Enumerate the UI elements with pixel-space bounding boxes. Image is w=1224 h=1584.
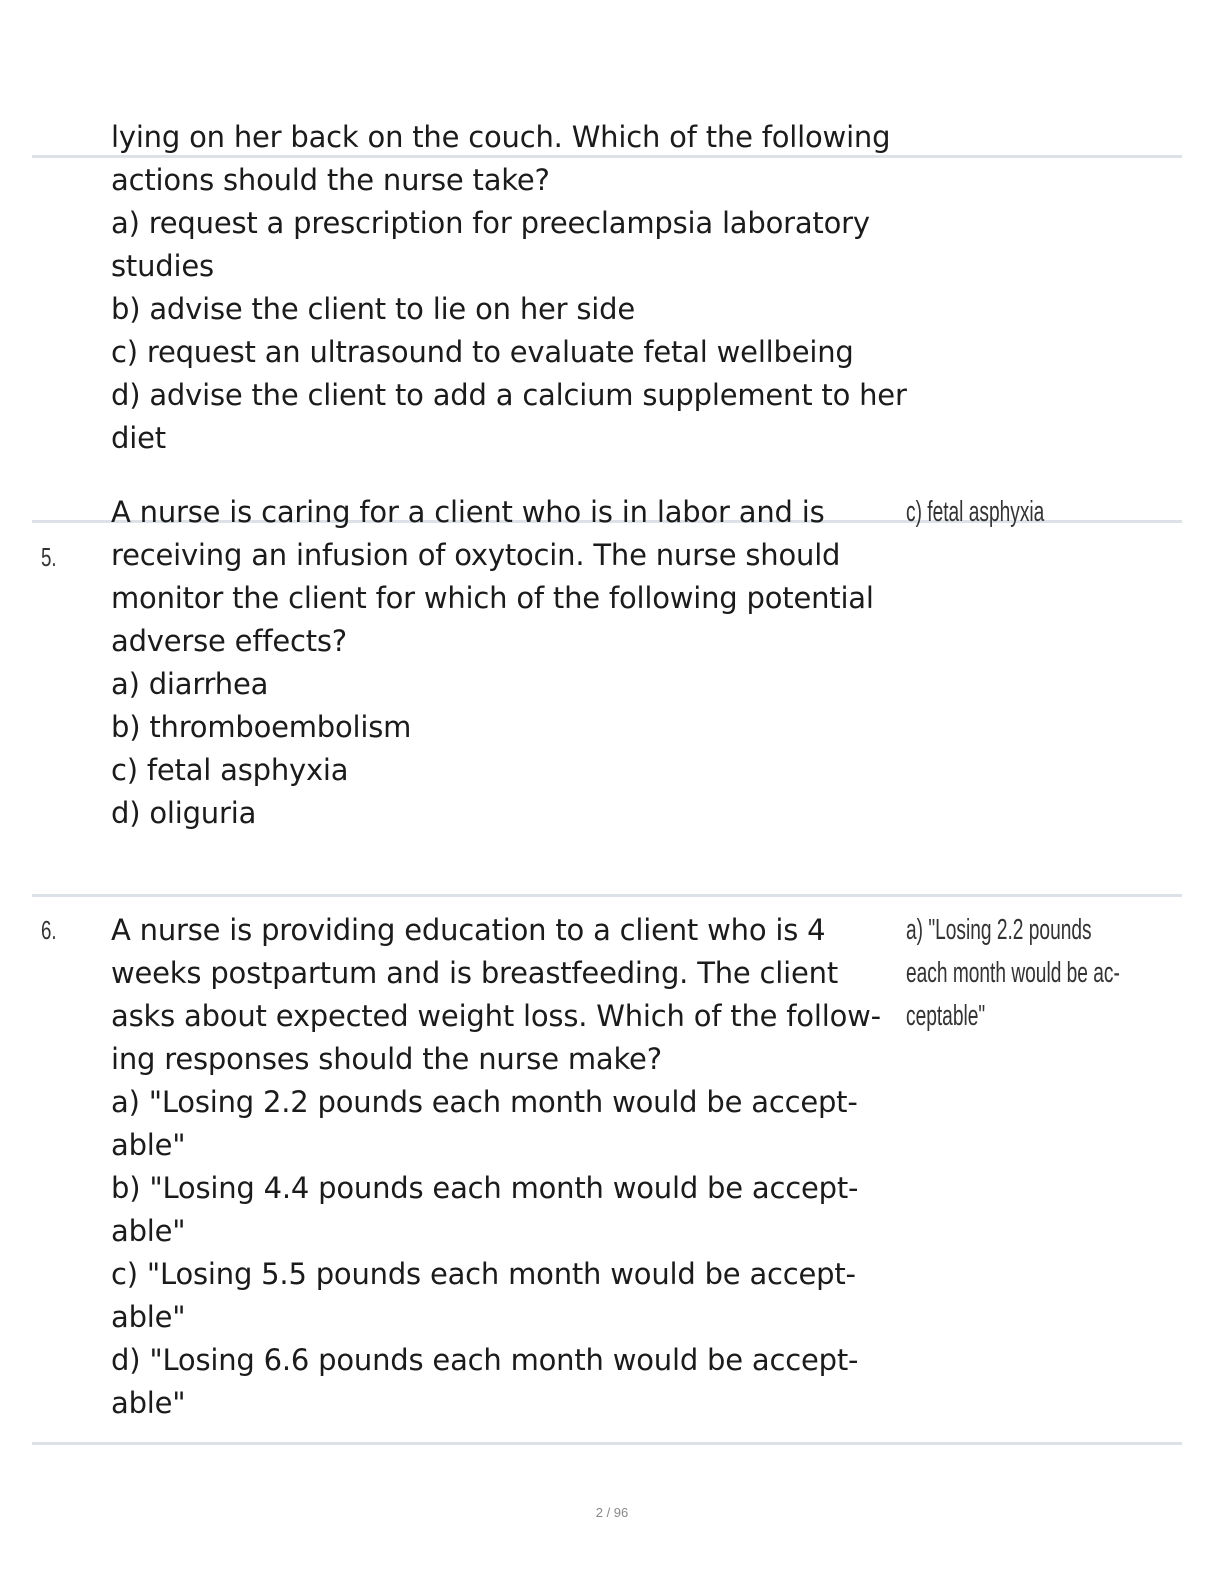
row-divider — [32, 894, 1182, 897]
question-continued-text — [111, 116, 907, 460]
question-line: A nurse is caring for a client who is in labor and is — [111, 495, 825, 529]
question-number: 6. — [41, 915, 57, 945]
question-line: receiving an infusion of oxytocin. The nurse should — [111, 538, 841, 572]
option-line: able" — [111, 1300, 186, 1334]
question-line: ing responses should the nurse make? — [111, 1042, 662, 1076]
answer-line: ceptable" — [906, 1000, 986, 1032]
question-text — [111, 491, 901, 835]
option-line: d) oliguria — [111, 796, 257, 830]
answer-text — [906, 909, 1170, 1038]
option-line: able" — [111, 1214, 186, 1248]
answer-text — [906, 491, 1170, 534]
option-line: a) request a prescription for preeclampsia laboratory — [111, 206, 870, 240]
option-line: b) thromboembolism — [111, 710, 412, 744]
option-line: c) request an ultrasound to evaluate fetal wellbeing — [111, 335, 854, 369]
answer-line: c) fetal asphyxia — [906, 496, 1045, 528]
question-line: lying on her back on the couch. Which of the following — [111, 120, 891, 154]
question-line: asks about expected weight loss. Which of the follow- — [111, 999, 881, 1033]
option-line: able" — [111, 1386, 186, 1420]
option-line: d) "Losing 6.6 pounds each month would be accept- — [111, 1343, 859, 1377]
question-line: A nurse is providing education to a client who is 4 — [111, 913, 826, 947]
option-line: studies — [111, 249, 214, 283]
question-line: weeks postpartum and is breastfeeding. The client — [111, 956, 839, 990]
answer-line: a) "Losing 2.2 pounds — [906, 914, 1092, 946]
option-line: able" — [111, 1128, 186, 1162]
page-indicator: 2 / 96 — [595, 1505, 629, 1520]
question-line: adverse effects? — [111, 624, 347, 658]
answer-line: each month would be ac- — [906, 957, 1120, 989]
option-line: d) advise the client to add a calcium supplement to her — [111, 378, 907, 412]
option-line: a) diarrhea — [111, 667, 269, 701]
question-line: actions should the nurse take? — [111, 163, 550, 197]
option-line: b) "Losing 4.4 pounds each month would be accept- — [111, 1171, 859, 1205]
question-line: monitor the client for which of the following potential — [111, 581, 874, 615]
option-line: c) "Losing 5.5 pounds each month would be accept- — [111, 1257, 856, 1291]
row-divider — [32, 1442, 1182, 1445]
option-line: c) fetal asphyxia — [111, 753, 349, 787]
question-number: 5. — [41, 542, 57, 572]
option-line: diet — [111, 421, 166, 455]
question-text — [111, 909, 901, 1425]
option-line: b) advise the client to lie on her side — [111, 292, 636, 326]
option-line: a) "Losing 2.2 pounds each month would be accept- — [111, 1085, 858, 1119]
